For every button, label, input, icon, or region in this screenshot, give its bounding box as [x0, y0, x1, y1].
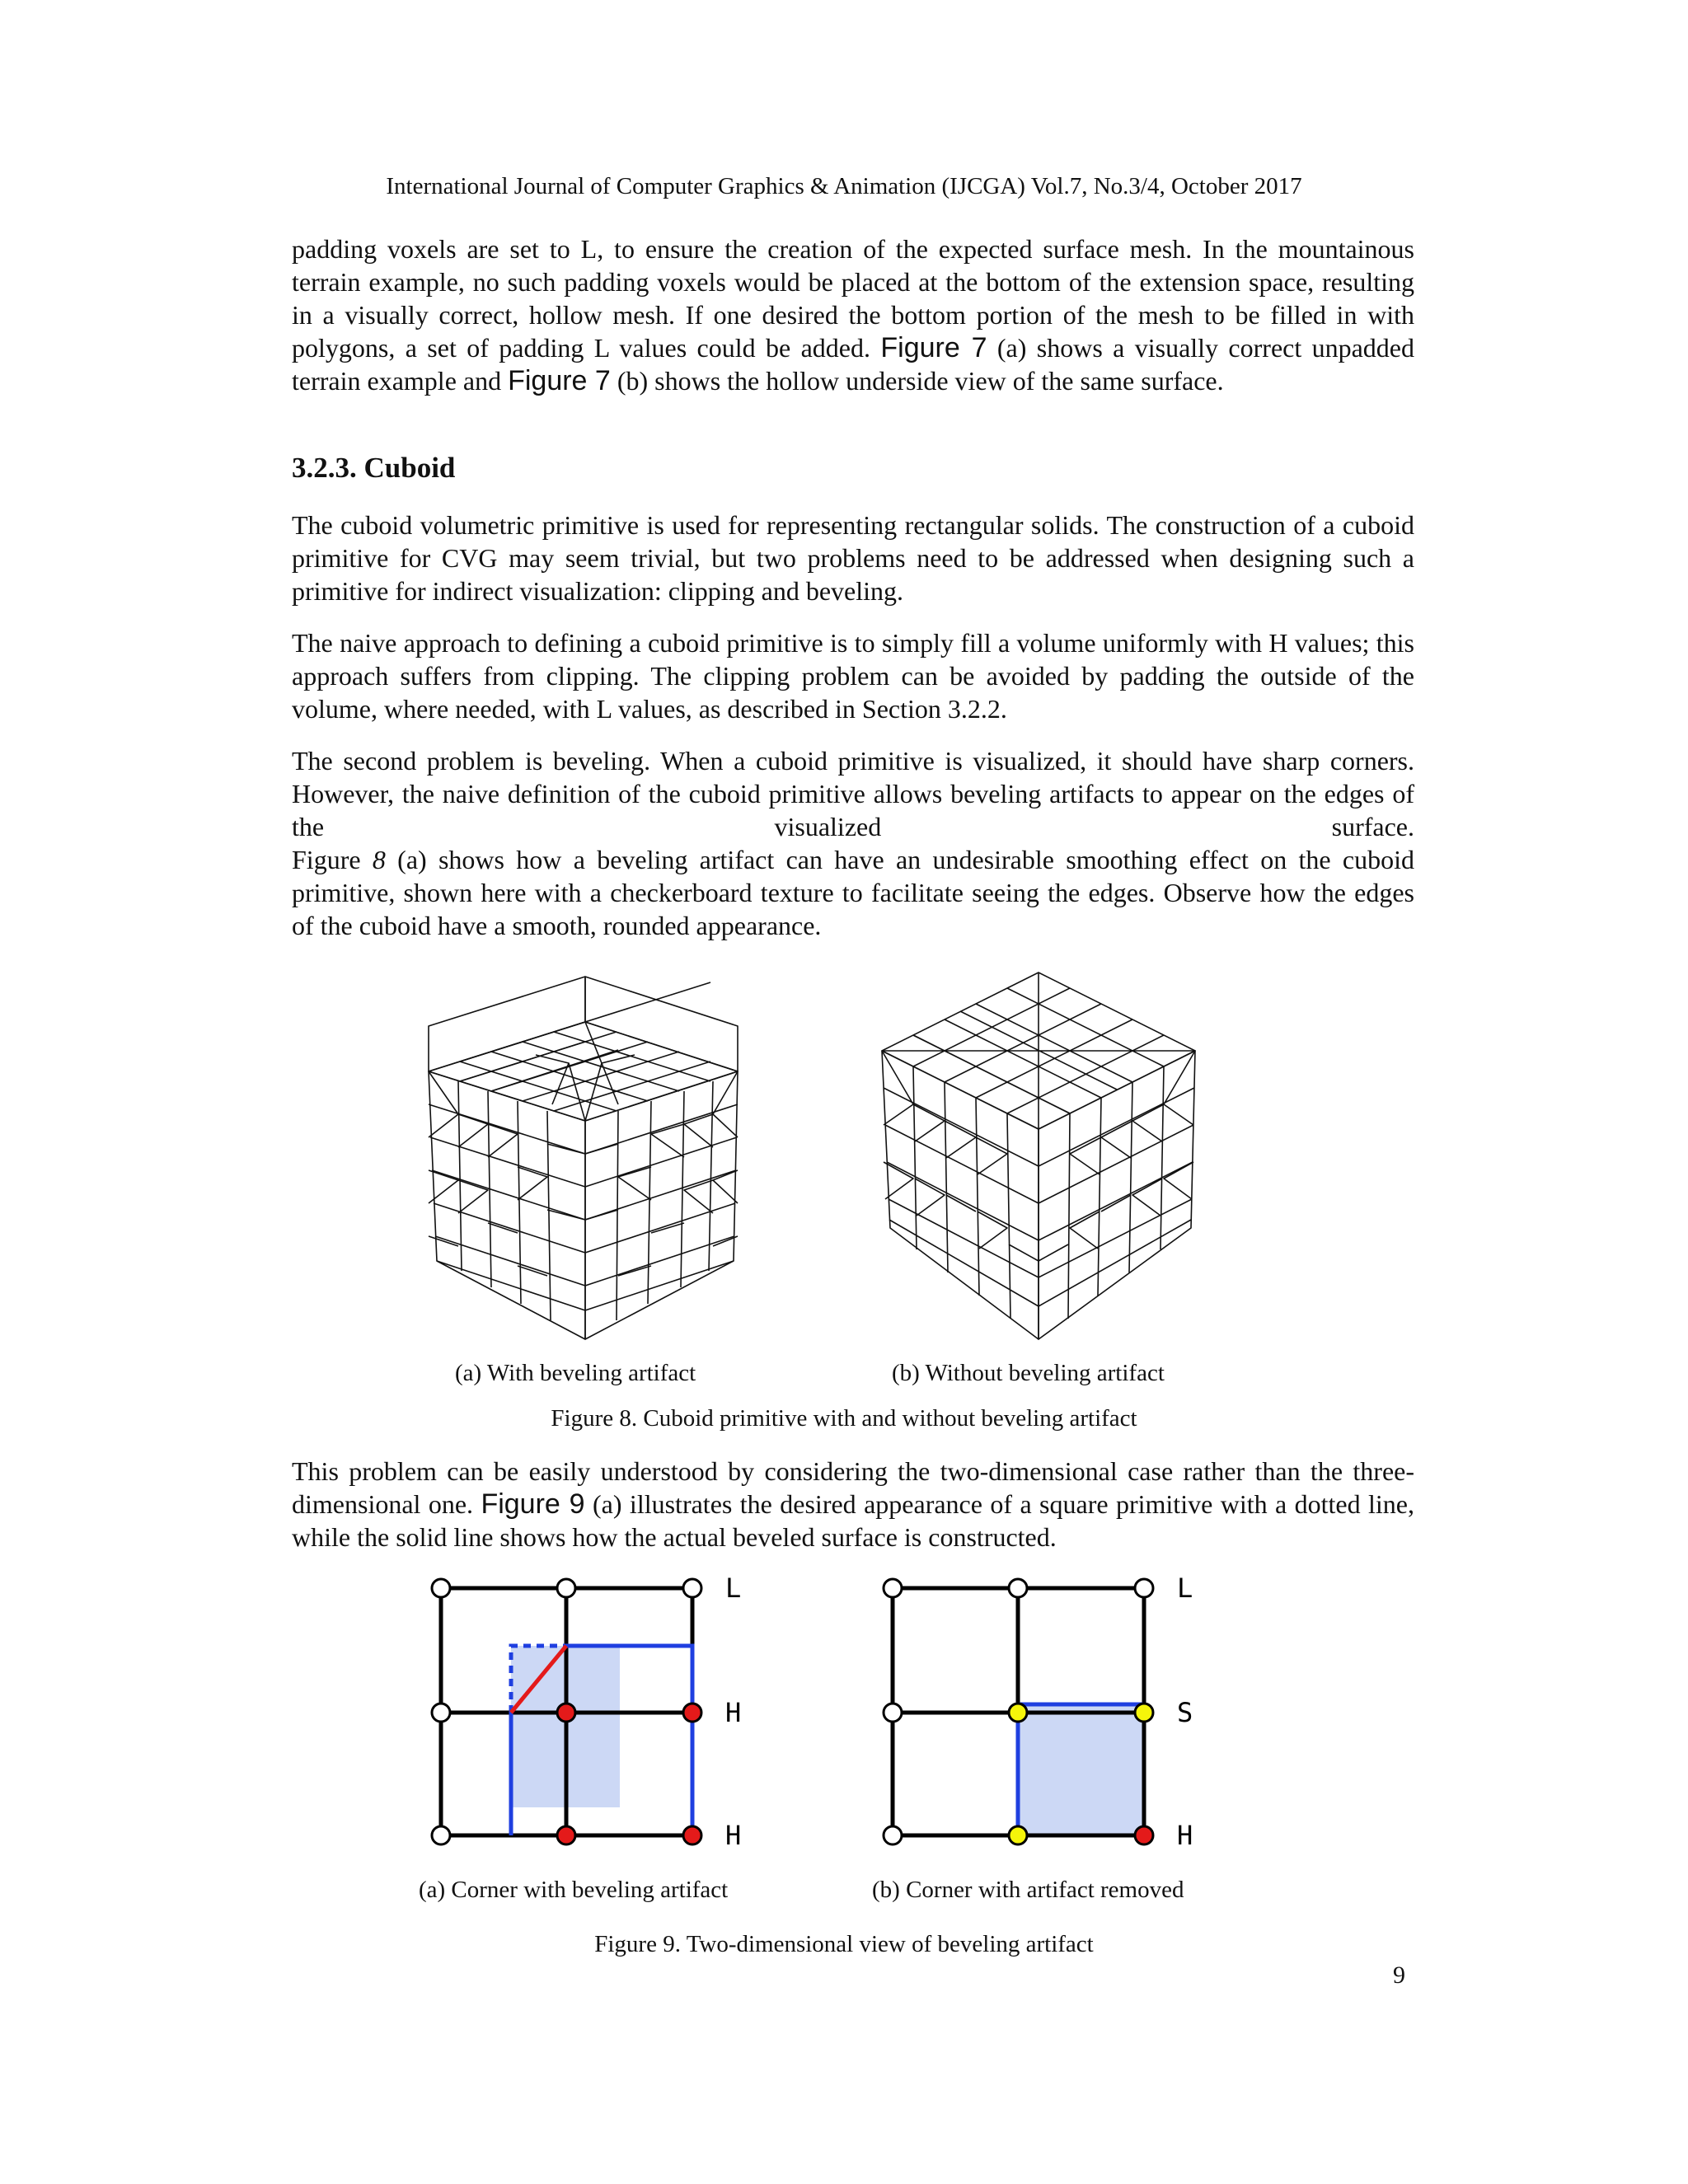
fig9a-label-row3: H [725, 1820, 742, 1851]
fig9b-node-white [884, 1704, 902, 1722]
fig9a-node-red [683, 1826, 701, 1844]
fig9a-label-row2: H [725, 1697, 742, 1728]
fig9a-node-white [432, 1826, 450, 1844]
fig9a-node-red [557, 1704, 575, 1722]
running-header: International Journal of Computer Graphics & Animation (IJCGA) Vol.7, No.3/4, October 2017 [386, 173, 1302, 199]
para6-text-b: (a) illustrates the desired appearance of a square primitive with a dotted line, while the solid line shows how the actual beveled surface is constructed. [292, 1489, 1415, 1552]
fig9b-label-row3: H [1177, 1820, 1193, 1851]
para1-text-c: (b) shows the hollow underside view of the same surface. [610, 366, 1224, 396]
fig9a-node-red [557, 1826, 575, 1844]
section-heading: 3.2.3. Cuboid [292, 452, 456, 484]
figure-8-ref-word: Figure [292, 845, 373, 874]
paragraph-1 [292, 232, 1414, 397]
fig9b-node-white [1009, 1579, 1027, 1597]
figure-8-ref-num: 8 [372, 845, 386, 874]
fig8-caption: Figure 8. Cuboid primitive with and without beveling artifact [551, 1405, 1137, 1432]
para1-text-a: padding voxels are set to L, to ensure the creation of the expected surface mesh. In the mountainous terrain example, no such padding voxels would be placed at the bottom of the extension space, resulting in a visually correct, hollow mesh. If one desired the bottom portion of the mesh to be filled in with polygons, a set of padding L values could be added. [292, 234, 1414, 363]
fig9-subcaption-a: (a) Corner with beveling artifact [419, 1877, 729, 1903]
cuboid-a-top-face [429, 1022, 738, 1121]
paragraph-4: The second problem is beveling. When a cuboid primitive is visualized, it should have sharp corners. However, the naive definition of the cuboid primitive allows beveling artifacts to appear on the edges of the visualized surface. [292, 746, 1414, 841]
fig9b-node-red [1135, 1826, 1153, 1844]
corner-fixed-diagram [872, 1566, 1235, 1863]
cuboid-b-left-face [882, 1051, 1039, 1339]
cuboid-b-right-face [1039, 1051, 1195, 1339]
paragraph-2: The cuboid volumetric primitive is used for representing rectangular solids. The construction of a cuboid primitive for CVG may seem trivial, but two problems need to be addressed when designing such a primitive for indirect visualization: clipping and beveling. [292, 510, 1414, 606]
fig9a-node-white [557, 1579, 575, 1597]
fig8-subcaption-b: (b) Without beveling artifact [892, 1360, 1165, 1386]
fig9-caption: Figure 9. Two-dimensional view of beveling artifact [594, 1931, 1094, 1957]
fig9a-node-red [683, 1704, 701, 1722]
fig9b-filled-region [1018, 1704, 1144, 1835]
figure-9-ref[interactable]: Figure 9 [481, 1488, 585, 1520]
fig9a-node-white [432, 1579, 450, 1597]
para5-text: (a) shows how a beveling artifact can have an undesirable smoothing effect on the cuboid primitive, shown here with a checkerboard texture to facilitate seeing the edges. Observe how the edges of the cuboid have a smooth, rounded appearance. [292, 845, 1415, 940]
fig9b-node-white [884, 1826, 902, 1844]
fig9-subcaption-b: (b) Corner with artifact removed [872, 1877, 1184, 1903]
fig9b-node-white [884, 1579, 902, 1597]
fig9b-label-row1: L [1177, 1572, 1193, 1604]
fig9b-label-row2: S [1177, 1697, 1193, 1728]
corner-beveled-diagram [420, 1566, 783, 1863]
figure-8-ref[interactable] [292, 845, 386, 874]
figure-7-ref-a[interactable]: Figure 7 [880, 332, 987, 363]
figure-7-ref-b[interactable]: Figure 7 [508, 365, 611, 396]
fig9b-node-yellow [1009, 1704, 1027, 1722]
para6-text-a: This problem can be easily understood by considering the two-dimensional case rather than the three-dimensional one. [292, 1456, 1414, 1519]
fig9b-node-yellow [1009, 1826, 1027, 1844]
fig9a-node-white [432, 1704, 450, 1722]
paragraph-3: The naive approach to defining a cuboid primitive is to simply fill a volume uniformly with H values; this approach suffers from clipping. The clipping problem can be avoided by padding the outside of the volume, where needed, with L values, as described in Section 3.2.2. [292, 628, 1414, 724]
cuboid-beveled-figure [412, 964, 758, 1343]
fig9b-node-white [1135, 1579, 1153, 1597]
para1-text-b: (a) shows a visually correct unpadded terrain example and [292, 333, 1415, 396]
fig9b-node-yellow [1135, 1704, 1153, 1722]
page-number: 9 [1393, 1961, 1405, 1989]
fig9a-label-row1: L [725, 1572, 742, 1604]
cuboid-sharp-figure [874, 964, 1203, 1343]
fig9a-node-white [683, 1579, 701, 1597]
fig8-subcaption-a: (a) With beveling artifact [455, 1360, 696, 1386]
